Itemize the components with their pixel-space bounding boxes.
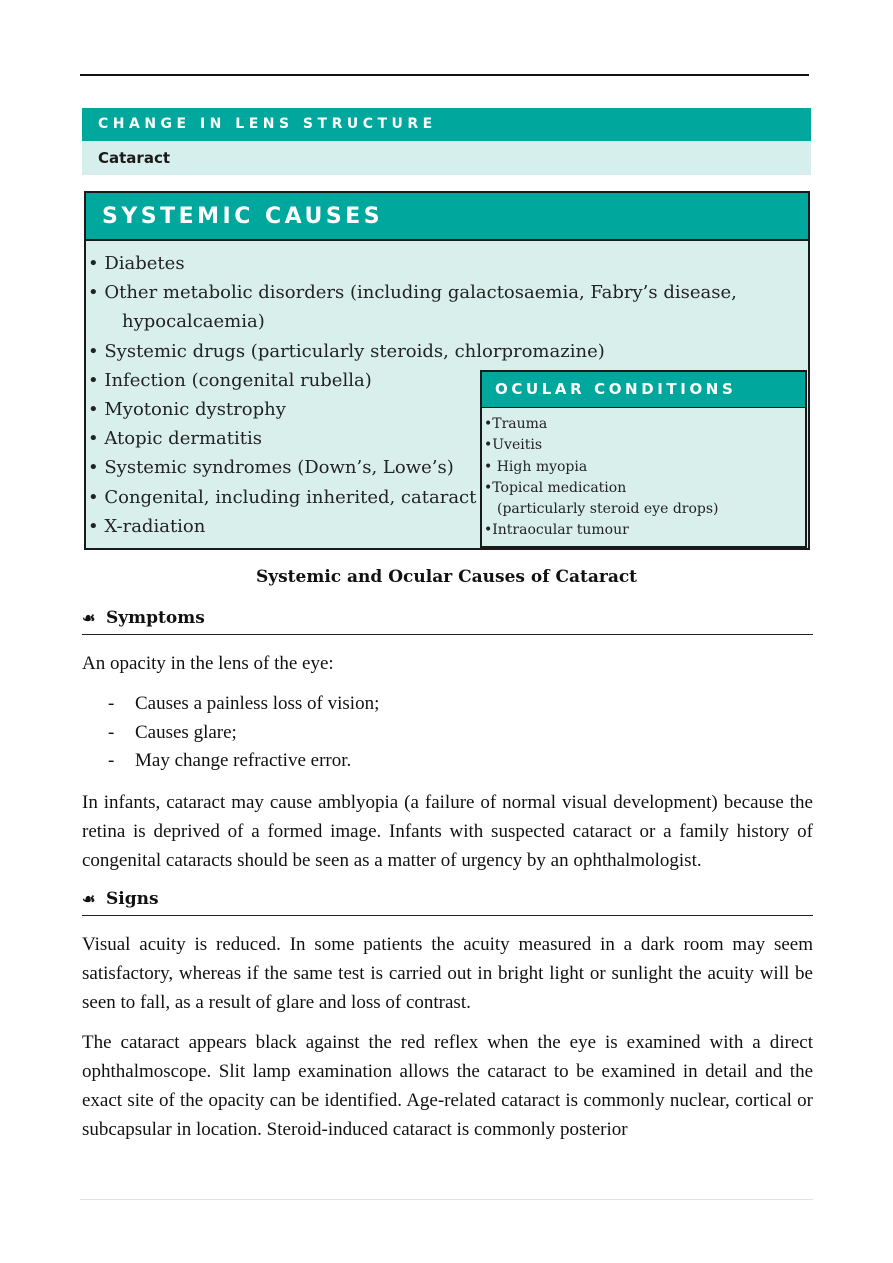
section-subheader: Cataract bbox=[82, 141, 811, 175]
symptoms-paragraph: In infants, cataract may cause amblyopia (a failure of normal visual development) because the retina is deprived of a formed image. Infants with suspected cataract or a family history of congenital cataracts should be seen as a matter of urgency by an ophthalmologist. bbox=[82, 792, 813, 871]
list-item: • Other metabolic disorders (including galactosaemia, Fabry’s disease, bbox=[88, 282, 737, 304]
ocular-conditions-box bbox=[480, 370, 807, 548]
list-item: •Uveitis bbox=[484, 437, 543, 454]
list-item: • Infection (congenital rubella) bbox=[88, 369, 372, 391]
list-item-text: Causes a painless loss of vision; bbox=[135, 693, 380, 714]
symptoms-intro: An opacity in the lens of the eye: bbox=[82, 653, 334, 674]
list-item bbox=[108, 747, 379, 776]
list-item: hypocalcaemia) bbox=[122, 311, 265, 333]
systemic-causes-title: SYSTEMIC CAUSES bbox=[86, 193, 808, 241]
list-item: • Diabetes bbox=[88, 253, 185, 274]
list-item: •Intraocular tumour bbox=[484, 522, 629, 539]
dash-bullet: - bbox=[108, 750, 115, 771]
symptoms-heading-label: Symptoms bbox=[106, 608, 205, 628]
bottom-rule bbox=[80, 1199, 813, 1200]
ornament-icon: ☙ bbox=[82, 609, 96, 627]
list-item bbox=[108, 719, 379, 748]
top-rule bbox=[80, 74, 809, 76]
ocular-conditions-list bbox=[484, 414, 805, 542]
dash-bullet: - bbox=[108, 693, 115, 714]
list-item: • Congenital, including inherited, cataract bbox=[88, 486, 477, 508]
signs-heading bbox=[82, 886, 813, 916]
ornament-icon: ☙ bbox=[82, 890, 96, 908]
list-item: •Trauma bbox=[484, 416, 548, 432]
dash-bullet: - bbox=[108, 721, 115, 743]
symptoms-heading bbox=[82, 605, 813, 635]
ocular-conditions-title: OCULAR CONDITIONS bbox=[482, 372, 805, 408]
signs-paragraph-2: The cataract appears black against the red reflex when the eye is examined with a direct ophthalmoscope. Slit lamp examination allows the cataract to be examined in detail and the exact site of the opacity can be identified. Age-related cataract is commonly nuclear, cortical or subcapsular in location. Steroid-induced cataract is commonly posterior bbox=[82, 1032, 813, 1140]
list-item: (particularly steroid eye drops) bbox=[497, 501, 719, 518]
list-item-text: May change refractive error. bbox=[135, 750, 352, 771]
list-item: • Systemic drugs (particularly steroids, chlorpromazine) bbox=[88, 340, 605, 362]
list-item: • Myotonic dystrophy bbox=[88, 399, 286, 421]
list-item: • X-radiation bbox=[88, 515, 206, 537]
figure-caption: Systemic and Ocular Causes of Cataract bbox=[255, 567, 638, 587]
signs-paragraph-1: Visual acuity is reduced. In some patients the acuity measured in a dark room may seem satisfactory, whereas if the same test is carried out in bright light or sunlight the acuity will be seen to fall, as a result of glare and loss of contrast. bbox=[82, 934, 813, 1013]
list-item bbox=[108, 690, 379, 719]
section-header: CHANGE IN LENS STRUCTURE bbox=[82, 108, 811, 141]
causes-figure bbox=[84, 191, 810, 550]
list-item: • Systemic syndromes (Down’s, Lowe’s) bbox=[88, 457, 454, 479]
list-item-text: Causes glare; bbox=[135, 721, 237, 743]
signs-heading-label: Signs bbox=[106, 889, 159, 909]
symptoms-list bbox=[108, 690, 379, 776]
list-item: • High myopia bbox=[484, 458, 588, 475]
list-item: • Atopic dermatitis bbox=[88, 428, 262, 450]
list-item: •Topical medication bbox=[484, 479, 627, 496]
